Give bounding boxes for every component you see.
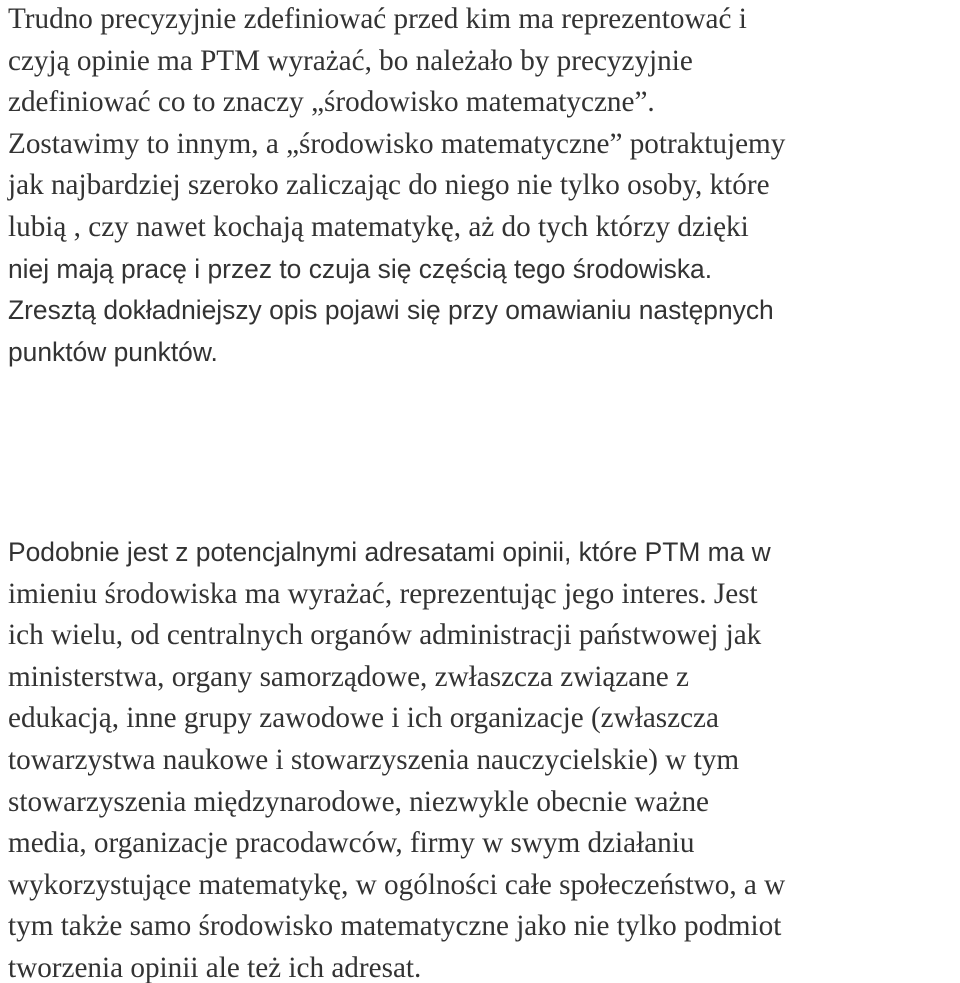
text-line: stowarzyszenia międzynarodowe, niezwykle obecnie ważne	[8, 785, 709, 818]
text-line: lubią , czy nawet kochają matematykę, aż do tych którzy dzięki	[8, 210, 749, 243]
text-line: edukacją, inne grupy zawodowe i ich organizacje (zwłaszcza	[8, 702, 719, 735]
text-line: jak najbardziej szeroko zaliczając do niego nie tylko osoby, które	[8, 169, 770, 202]
text-line: zdefiniować co to znaczy „środowisko matematyczne”.	[8, 86, 655, 119]
text-line: ministerstwa, organy samorządowe, zwłaszcza związane z	[8, 660, 690, 693]
text-line: imieniu środowiska ma wyrażać, reprezentując jego interes. Jest	[8, 577, 758, 610]
text-line: Zostawimy to innym, a „środowisko matematyczne” potraktujemy	[8, 127, 786, 160]
text-line: niej mają pracę i przez to czuja się częścią tego środowiska.	[8, 253, 713, 284]
text-line: czyją opinie ma PTM wyrażać, bo należało by precyzyjnie	[8, 44, 693, 77]
text-line: tworzenia opinii ale też ich adresat.	[8, 951, 422, 983]
text-line: ich wielu, od centralnych organów administracji państwowej jak	[8, 619, 762, 652]
text-line: Podobnie jest z potencjalnymi adresatami opinii, które PTM ma w	[8, 537, 771, 567]
text-line: punktów punktów.	[8, 336, 218, 367]
text-line: Trudno precyzyjnie zdefiniować przed kim ma reprezentować i	[8, 3, 747, 35]
text-line: media, organizacje pracodawców, firmy w swym działaniu	[8, 827, 695, 860]
text-line: wykorzystujące matematykę, w ogólności całe społeczeństwo, a w	[8, 868, 786, 901]
paragraph-opinion-recipients	[8, 532, 958, 983]
paragraph-ptm-scope	[8, 0, 958, 373]
text-line: tym także samo środowisko matematyczne jako nie tylko podmiot	[8, 910, 782, 943]
text-line: towarzystwa naukowe i stowarzyszenia nauczycielskie) w tym	[8, 743, 740, 776]
text-line: Zresztą dokładniejszy opis pojawi się przy omawianiu następnych	[8, 295, 774, 326]
